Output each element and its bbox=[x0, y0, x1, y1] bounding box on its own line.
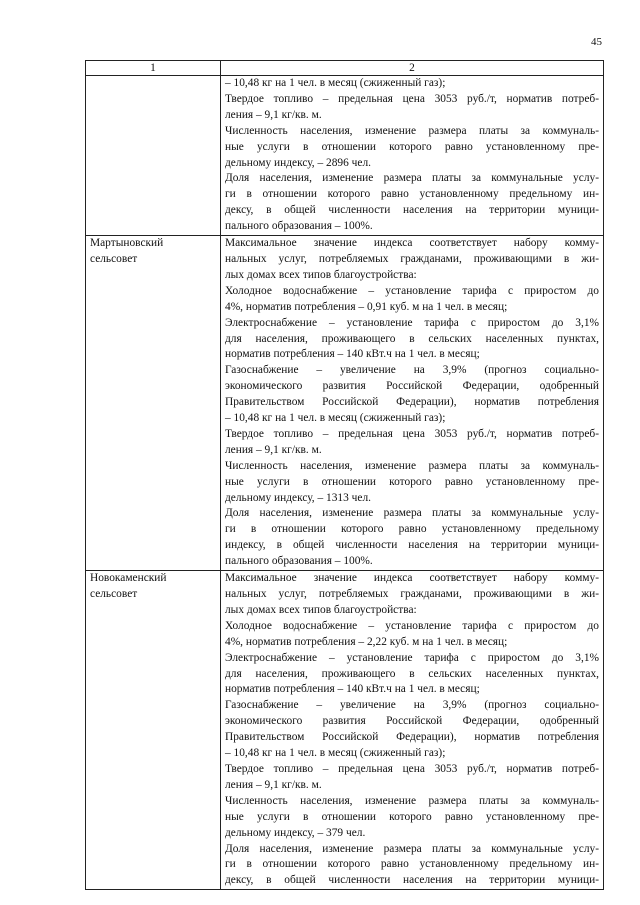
description-line: Холодное водоснабжение – установление тарифа с приростом до bbox=[225, 284, 599, 297]
header-col-2: 2 bbox=[221, 61, 604, 76]
description-line: нальных услуг, потребляемых гражданами, проживающими в жи- bbox=[225, 252, 599, 265]
table-row bbox=[86, 571, 604, 890]
description-line: ные услуги в отношении которого равно установленному пре- bbox=[225, 475, 599, 488]
description-line: Электроснабжение – установление тарифа с приростом до 3,1% bbox=[225, 316, 599, 329]
description-line: нальных услуг, потребляемых гражданами, проживающими в жи- bbox=[225, 588, 599, 600]
description-line: Численность населения, изменение размера платы за коммуналь- bbox=[225, 794, 599, 807]
description-line: дельному индексу, – 2896 чел. bbox=[225, 156, 371, 169]
description-line: ные услуги в отношении которого равно установленному пре- bbox=[225, 140, 599, 153]
description-line: для населения, проживающего в сельских населенных пунктах, bbox=[225, 332, 599, 345]
description-line: ления – 9,1 кг/кв. м. bbox=[225, 443, 322, 456]
description-line: – 10,48 кг на 1 чел. в месяц (сжиженный газ); bbox=[225, 412, 446, 425]
description-line: ги в отношении которого равно установленному предельному ин- bbox=[225, 858, 599, 871]
description-line: – 10,48 кг на 1 чел. в месяц (сжиженный газ); bbox=[225, 77, 446, 89]
description-line: Доля населения, изменение размера платы за коммунальные услу- bbox=[225, 507, 599, 520]
description-line: дексу, в общей численности населения на территории муници- bbox=[225, 874, 599, 887]
description-line: дельному индексу, – 1313 чел. bbox=[225, 491, 371, 504]
municipality-name-cell bbox=[86, 571, 221, 890]
description-line: Электроснабжение – установление тарифа с приростом до 3,1% bbox=[225, 651, 599, 664]
description-line: Правительством Российской Федерации), норматив потребления bbox=[225, 731, 599, 744]
description-line: – 10,48 кг на 1 чел. в месяц (сжиженный газ); bbox=[225, 747, 446, 760]
description-line: экономического развития Российской Федерации, одобренный bbox=[225, 715, 599, 728]
description-line: ги в отношении которого равно установленному предельному ин- bbox=[225, 188, 599, 201]
municipality-name-line: сельсовет bbox=[90, 588, 138, 600]
description-cell bbox=[221, 76, 604, 236]
header-col-1: 1 bbox=[86, 61, 221, 76]
description-line: Доля населения, изменение размера платы за коммунальные услу- bbox=[225, 842, 599, 855]
table-header-row bbox=[86, 61, 604, 76]
description-line: Доля населения, изменение размера платы за коммунальные услу- bbox=[225, 172, 599, 185]
description-line: Холодное водоснабжение – установление тарифа с приростом до bbox=[225, 619, 599, 632]
description-line: лых домах всех типов благоустройства: bbox=[225, 603, 417, 616]
description-cell bbox=[221, 236, 604, 571]
description-line: 4%, норматив потребления – 2,22 куб. м на 1 чел. в месяц; bbox=[225, 635, 508, 648]
description-line: Газоснабжение – увеличение на 3,9% (прогноз социально- bbox=[225, 364, 599, 377]
municipality-name-cell bbox=[86, 236, 221, 571]
municipality-name-cell bbox=[86, 76, 221, 236]
description-line: норматив потребления – 140 кВт.ч на 1 чел. в месяц; bbox=[225, 348, 480, 361]
table-row bbox=[86, 236, 604, 571]
description-line: Твердое топливо – предельная цена 3053 руб./т, норматив потреб- bbox=[225, 762, 599, 775]
municipality-name-line: Новокаменский bbox=[90, 572, 167, 585]
description-line: 4%, норматив потребления – 0,91 куб. м на 1 чел. в месяц; bbox=[225, 300, 508, 313]
description-cell bbox=[221, 571, 604, 890]
description-line: Максимальное значение индекса соответствует набору комму- bbox=[225, 572, 599, 585]
description-line: дексу, в общей численности населения на территории муници- bbox=[225, 204, 599, 217]
indicator-table bbox=[85, 60, 604, 890]
description-line: Газоснабжение – увеличение на 3,9% (прогноз социально- bbox=[225, 699, 599, 712]
description-line: Правительством Российской Федерации), норматив потребления bbox=[225, 396, 599, 409]
description-line: ления – 9,1 кг/кв. м. bbox=[225, 108, 322, 121]
description-line: ные услуги в отношении которого равно установленному пре- bbox=[225, 810, 599, 823]
description-line: пального образования – 100%. bbox=[225, 220, 373, 233]
description-line: индексу, в общей численности населения на территории муници- bbox=[225, 539, 599, 552]
description-line: пального образования – 100%. bbox=[225, 555, 373, 568]
description-line: Твердое топливо – предельная цена 3053 руб./т, норматив потреб- bbox=[225, 92, 599, 105]
municipality-name-line: сельсовет bbox=[90, 252, 138, 265]
description-line: ления – 9,1 кг/кв. м. bbox=[225, 778, 322, 791]
table-row bbox=[86, 76, 604, 236]
description-line: Численность населения, изменение размера платы за коммуналь- bbox=[225, 459, 599, 472]
description-line: ги в отношении которого равно установленному предельному bbox=[225, 523, 599, 536]
description-line: дельному индексу, – 379 чел. bbox=[225, 826, 366, 839]
description-line: Численность населения, изменение размера платы за коммуналь- bbox=[225, 124, 599, 137]
description-line: экономического развития Российской Федерации, одобренный bbox=[225, 380, 599, 393]
description-line: Твердое топливо – предельная цена 3053 руб./т, норматив потреб- bbox=[225, 427, 599, 440]
page-number: 45 bbox=[591, 36, 602, 48]
description-line: лых домах всех типов благоустройства: bbox=[225, 268, 417, 281]
description-line: норматив потребления – 140 кВт.ч на 1 чел. в месяц; bbox=[225, 683, 480, 696]
municipality-name-line: Мартыновский bbox=[90, 237, 164, 250]
description-line: для населения, проживающего в сельских населенных пунктах, bbox=[225, 667, 599, 680]
description-line: Максимальное значение индекса соответствует набору комму- bbox=[225, 237, 599, 250]
